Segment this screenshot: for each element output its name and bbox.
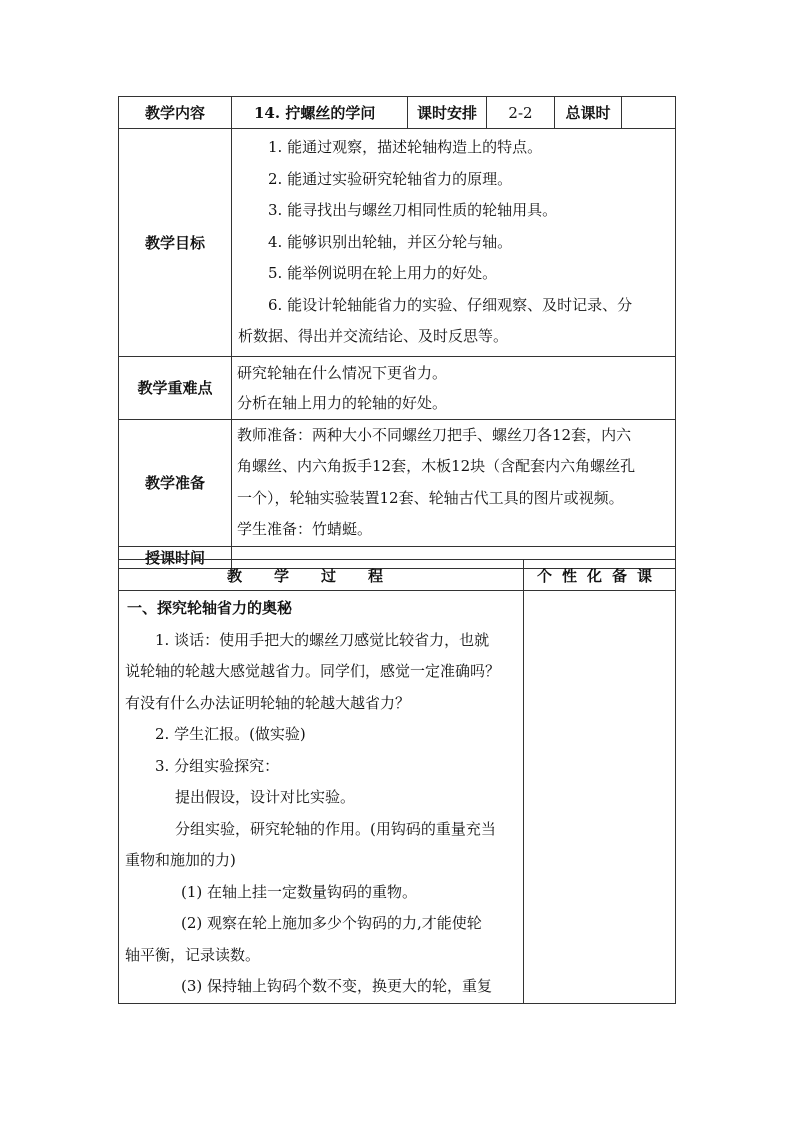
total-value xyxy=(622,97,676,129)
process-line: (3) 保持轴上钩码个数不变，换更大的轮，重复 xyxy=(181,977,493,995)
goal-item: 4. 能够识别出轮轴，并区分轮与轴。 xyxy=(268,232,513,251)
section-title: 一、探究轮轴省力的奥秘 xyxy=(127,599,293,617)
preparation-line: 一个），轮轴实验装置12套、轮轴古代工具的图片或视频。 xyxy=(237,488,624,507)
process-line: 2. 学生汇报。(做实验) xyxy=(155,725,306,743)
process-line: 重物和施加的力) xyxy=(125,851,236,869)
process-body-row xyxy=(119,591,676,1004)
process-line: 说轮轴的轮越大感觉越省力。同学们，感觉一定准确吗？ xyxy=(125,662,501,680)
process-line: 分组实验，研究轮轴的作用。(用钩码的重量充当 xyxy=(175,819,496,838)
total-label: 总课时 xyxy=(555,97,622,129)
lesson-title: 14. 拧螺丝的学问 xyxy=(232,97,408,129)
process-table xyxy=(118,559,676,1004)
process-line: 1. 谈话：使用手把大的螺丝刀感觉比较省力，也就 xyxy=(155,630,490,649)
process-content xyxy=(119,591,524,1004)
process-header-row xyxy=(119,560,676,591)
goals-list xyxy=(232,129,676,357)
key-points-row xyxy=(119,356,676,419)
key-points-text xyxy=(232,356,676,419)
process-line: 提出假设，设计对比实验。 xyxy=(175,788,356,806)
goal-item: 5. 能举例说明在轮上用力的好处。 xyxy=(268,264,498,282)
preparation-text xyxy=(232,419,676,546)
schedule-label: 课时安排 xyxy=(408,97,487,129)
schedule-value: 2-2 xyxy=(487,97,555,129)
goals-row xyxy=(119,129,676,357)
process-line: 有没有什么办法证明轮轴的轮越大越省力？ xyxy=(125,693,411,712)
goal-item: 3. 能寻找出与螺丝刀相同性质的轮轴用具。 xyxy=(268,201,558,219)
key-point-line: 研究轮轴在什么情况下更省力。 xyxy=(237,363,448,382)
process-line: (1) 在轴上挂一定数量钩码的重物。 xyxy=(181,882,418,901)
goals-label: 教学目标 xyxy=(119,129,232,357)
personal-notes-cell xyxy=(524,591,676,1004)
key-point-line: 分析在轴上用力的轮轴的好处。 xyxy=(237,393,448,412)
process-line: (2) 观察在轮上施加多少个钩码的力,才能使轮 xyxy=(181,914,482,932)
goal-item: 2. 能通过实验研究轮轴省力的原理。 xyxy=(268,169,513,188)
goal-item-continued: 析数据、得出并交流结论、及时反思等。 xyxy=(238,327,509,345)
goal-item: 1. 能通过观察，描述轮轴构造上的特点。 xyxy=(268,138,543,156)
lesson-info-table xyxy=(118,96,676,569)
time-label: 授课时间 xyxy=(119,546,232,568)
content-label: 教学内容 xyxy=(119,97,232,129)
header-row xyxy=(119,97,676,129)
personal-header: 个性化备课 xyxy=(524,560,676,591)
process-line: 3. 分组实验探究： xyxy=(155,756,280,775)
preparation-line: 角螺丝、内六角扳手12套，木板12块（含配套内六角螺丝孔 xyxy=(237,457,636,475)
preparation-row xyxy=(119,419,676,546)
process-line: 轴平衡，记录读数。 xyxy=(125,945,261,964)
process-header: 教学过程 xyxy=(119,560,524,591)
goal-item: 6. 能设计轮轴能省力的实验、仔细观察、及时记录、分 xyxy=(268,295,633,314)
preparation-label: 教学准备 xyxy=(119,419,232,546)
preparation-line: 学生准备：竹蜻蜓。 xyxy=(237,520,373,538)
preparation-line: 教师准备：两种大小不同螺丝刀把手、螺丝刀各12套，内六 xyxy=(237,425,632,444)
key-points-label: 教学重难点 xyxy=(119,356,232,419)
